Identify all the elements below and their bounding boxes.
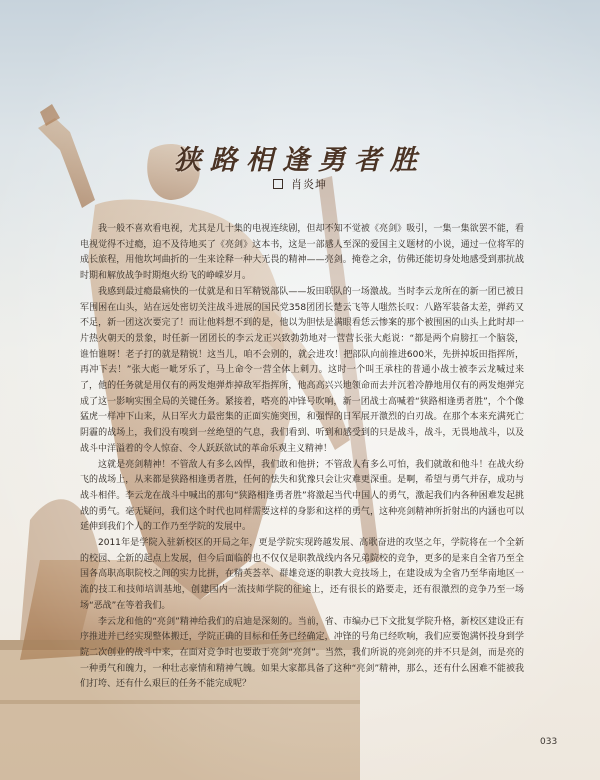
paragraph-2: 我感到最过瘾最痛快的一仗就是和日军精锐部队——坂田联队的一场激战。当时李云龙所在的新一团已被日军围困在山头，站在远处密切关注战斗进展的国民党358团团长楚云飞等人嗤然长叹：八路军装备太差，弹药又不足，新一团这次要完了！而让他料想不到的是，他以为胆怯是满眼看恁云惨案的那个被围困的山头上此时却一片热火朝天的景象，时任新一团团长的李云龙正兴致勃勃地对一营营长张大彪说：“都是两个肩膀扛一个脑袋，谁怕谁呀！老子打的就是精锐！这当儿，咱不会别的，就会进攻！把部队向前推进600米，先拼掉坂田指挥所，再冲下去！”张大彪一呲牙乐了，马上命令一营全体上刺刀。这时一个叫王承柱的普通小战士被李云龙喊过来了，他的任务就是用仅有的两发炮弹炸掉敌军指挥所，他高高兴兴地领命而去并沉着冷静地用仅有的两发炮弹完成了这一影响实围全局的关键任务。紧接着，嗒亮的冲锋号吹响，新一团战士高喊着“狭路相逢勇者胜”，个个像猛虎一样冲下山来，从日军火力最密集的正面实施突围，和强悍的日军展开激烈的白刃战。在那个本来充满死亡阴霾的战场上，我们没有嗅到一丝绝望的气息，我们看到、听到和感受到的只是战斗，战斗，无畏地战斗，以及战斗中洋溢着的令人惊奋、令人跃跃欲试的革命乐观主义精神！ xyxy=(80,286,524,454)
author-box-icon xyxy=(273,179,283,189)
author-name: 肖炎坤 xyxy=(291,178,327,191)
paragraph-5: 李云龙和他的“亮剑”精神给我们的启迪是深刻的。当前，省、市编办已下文批复学院升格，新校区建设正有序推进并已经实现整体搬迁，学院正确的目标和任务已经确定，冲锋的号角已经吹响，我们应要饱满怀投身到学院二次创业的战斗中来，在面对竞争时也要敢于亮剑“亮剑”。当然，我们所说的亮剑亮的并不只是剑，而是亮的一种勇气和魄力，一种壮志豪情和精神气魄。如果大家都具备了这种“亮剑”精神，那么，还有什么困难不能被我们打垮、还有什么艰巨的任务不能完成呢？ xyxy=(80,616,524,690)
page-number: 033 xyxy=(540,737,558,747)
article-title: 狭路相逢勇者胜 xyxy=(174,145,426,177)
paragraph-3: 这就是亮剑精神！不管敌人有多么凶悍，我们敢和他拼；不管敌人有多么可怕，我们就敢和他斗！在战火纷飞的战场上，从来都是狭路相逢勇者胜，任何的怯失和犹豫只会让灾难更深重。是啊，希望与勇气并存，成功与战斗相伴。李云龙在战斗中喊出的那句“狭路相逢勇者胜”将激起当代中国人的勇气，激起我们内各种困难发起挑战的勇气。毫无疑问，我们这个时代也同样需要这样的身影和这样的勇气，这种亮剑精神所折射出的内涵也可以延伸到我们个人的工作乃至学院的发展中。 xyxy=(80,459,524,533)
author-byline xyxy=(0,176,600,192)
paragraph-1: 我一般不喜欢看电视，尤其是几十集的电视连续剧，但却不知不觉被《亮剑》吸引，一集一集欲罢不能，看电视觉得不过瘾，迫不及待地买了《亮剑》这本书，这是一部感人至深的爱国主义题材的小说，通过一位将军的成长旅程，用他坎坷曲折的一生来诠释一种大无畏的精神——亮剑。掩卷之余，仿佛还能切身处地感受到那抗战时期和解放战争时期炮火纷飞的峥嵘岁月。 xyxy=(80,224,524,282)
paragraph-4: 2011年是学院入驻新校区的开局之年，更是学院实现跨越发展、高歌奋进的攻坚之年，学院将在一个全新的校园、全新的起点上发展，但今后面临的也不仅仅是职教战线内各兄弟院校的竞争，更多的是来自全省乃至全国各高职高职院校之间的实力比拼，在精英荟萃、群雄竞逐的职教大竞技场上，在建设成为全省乃至华南地区一流的技工和技师培训基地，创建国内一流技师学院的征途上，还有很长的路要走，还有很激烈的竞争乃至一场场“恶战”在等着我们。 xyxy=(80,538,524,611)
article-body xyxy=(80,222,524,693)
